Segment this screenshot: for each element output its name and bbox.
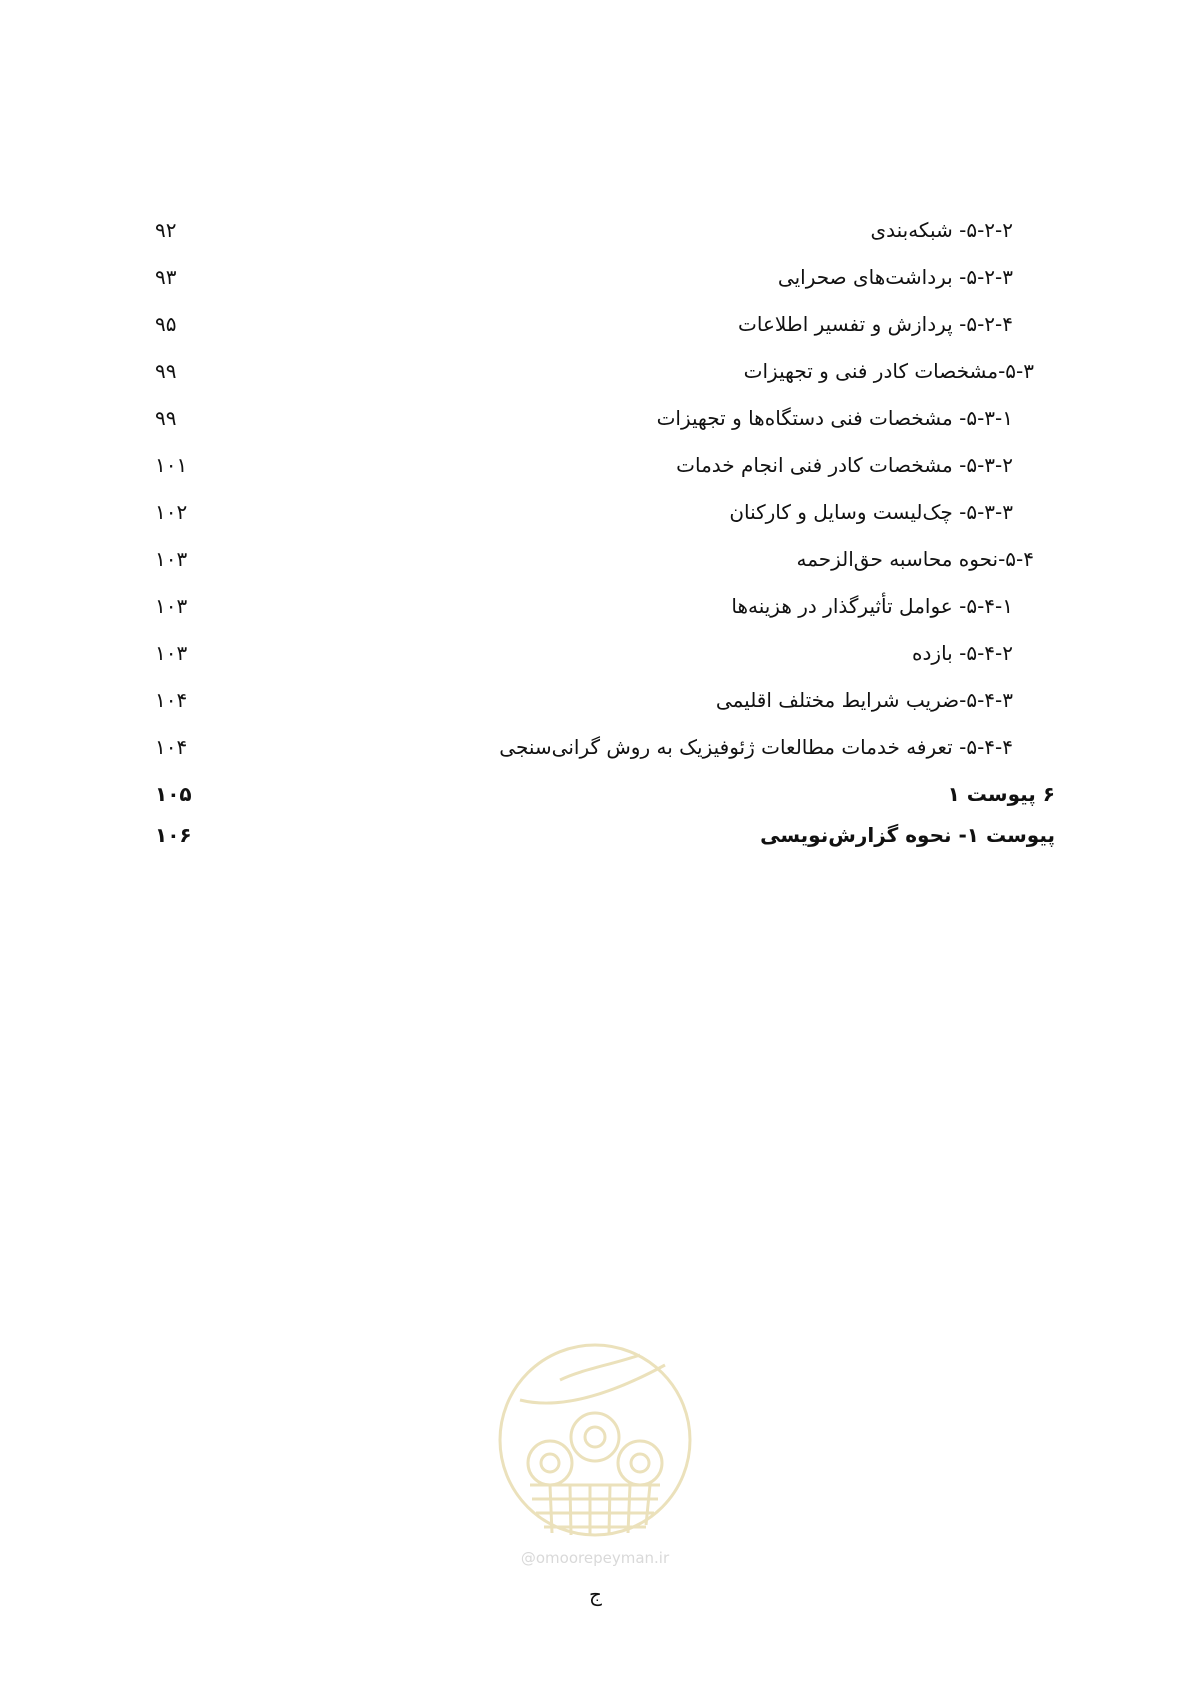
toc-page-number: ۹۹: [155, 359, 177, 383]
toc-title: ۵-۲-۴- پردازش و تفسیر اطلاعات: [738, 312, 1013, 336]
toc-title: ۵-۴-۲- بازده: [912, 641, 1013, 665]
toc-title: ۶ پیوست ۱: [947, 782, 1055, 806]
toc-title: ۵-۴-۱- عوامل تأثیرگذار در هزینه‌ها: [731, 594, 1013, 618]
toc-title: ۵-۳-۲- مشخصات کادر فنی انجام خدمات: [676, 453, 1013, 477]
toc-title: ۵-۳-۱- مشخصات فنی دستگاه‌ها و تجهیزات: [656, 406, 1013, 430]
toc-row[interactable]: [155, 309, 1055, 356]
toc-page-number: ۹۹: [155, 406, 177, 430]
toc-row[interactable]: [155, 820, 1055, 861]
toc-page-number: ۱۰۲: [155, 500, 188, 524]
toc-row[interactable]: [155, 262, 1055, 309]
watermark-url: @omoorepeyman.ir: [520, 1549, 670, 1567]
toc-page-number: ۱۰۴: [155, 688, 188, 712]
toc-page-number: ۹۳: [155, 265, 177, 289]
toc-page-number: ۱۰۶: [155, 823, 192, 847]
toc-row[interactable]: [155, 732, 1055, 779]
toc-row[interactable]: [155, 356, 1055, 403]
toc-row[interactable]: [155, 779, 1055, 820]
toc-page-number: ۱۰۳: [155, 641, 188, 665]
toc-title: ۵-۲-۳- برداشت‌های صحرایی: [777, 265, 1013, 289]
toc-page-number: ۱۰۳: [155, 547, 188, 571]
toc-row[interactable]: [155, 450, 1055, 497]
table-of-contents: [155, 215, 1055, 861]
watermark-logo: [490, 1335, 700, 1575]
toc-row[interactable]: [155, 685, 1055, 732]
page-number: ج: [589, 1582, 602, 1606]
toc-row[interactable]: [155, 638, 1055, 685]
toc-title: ۵-۴-۴- تعرفه خدمات مطالعات ژئوفیزیک به روش گرانی‌سنجی: [499, 735, 1013, 759]
omoore-peyman-logo-icon: [490, 1335, 700, 1575]
toc-row[interactable]: [155, 591, 1055, 638]
toc-page-number: ۱۰۴: [155, 735, 188, 759]
toc-row[interactable]: [155, 215, 1055, 262]
toc-page-number: ۱۰۵: [155, 782, 192, 806]
toc-title: ۵-۳-مشخصات کادر فنی و تجهیزات: [743, 359, 1034, 383]
toc-title: ۵-۴-۳-ضریب شرایط مختلف اقلیمی: [715, 688, 1013, 712]
toc-page-number: ۹۲: [155, 218, 177, 242]
toc-title: ۵-۳-۳- چک‌لیست وسایل و کارکنان: [729, 500, 1013, 524]
toc-row[interactable]: [155, 497, 1055, 544]
toc-title: پیوست ۱- نحوه گزارش‌نویسی: [760, 823, 1055, 847]
toc-page-number: ۱۰۱: [155, 453, 188, 477]
toc-page-number: ۹۵: [155, 312, 177, 336]
toc-title: ۵-۲-۲- شبکه‌بندی: [870, 218, 1013, 242]
toc-page-number: ۱۰۳: [155, 594, 188, 618]
toc-title: ۵-۴-نحوه محاسبه حق‌الزحمه: [796, 547, 1034, 571]
toc-row[interactable]: [155, 403, 1055, 450]
toc-row[interactable]: [155, 544, 1055, 591]
